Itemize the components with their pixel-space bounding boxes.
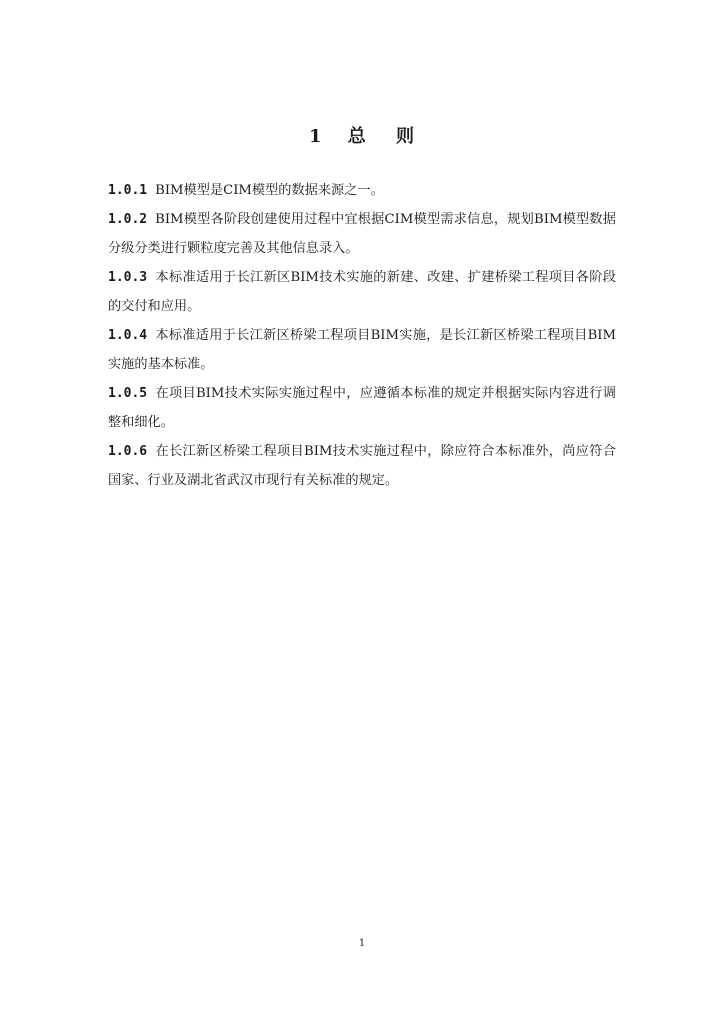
clause-number: 1.0.1 xyxy=(108,183,148,198)
clause-1-0-6 xyxy=(108,437,616,495)
chapter-title-char-2: 则 xyxy=(396,126,416,147)
clause-list xyxy=(108,176,616,495)
page-number: 1 xyxy=(358,938,366,949)
clause-number: 1.0.2 xyxy=(108,212,148,227)
chapter-title xyxy=(0,122,724,148)
clause-text: 本标准适用于长江新区桥梁工程项目BIM实施，是长江新区桥梁工程项目BIM实施的基本标准。 xyxy=(108,328,616,372)
chapter-number: 1 xyxy=(308,126,323,147)
clause-1-0-2 xyxy=(108,205,616,263)
clause-1-0-1 xyxy=(108,176,616,205)
clause-text: BIM模型是CIM模型的数据来源之一。 xyxy=(155,183,384,198)
clause-number: 1.0.4 xyxy=(108,328,148,343)
clause-text: 本标准适用于长江新区BIM技术实施的新建、改建、扩建桥梁工程项目各阶段的交付和应用。 xyxy=(108,270,616,314)
clause-text: 在项目BIM技术实际实施过程中，应遵循本标准的规定并根据实际内容进行调整和细化。 xyxy=(108,386,616,430)
clause-1-0-5 xyxy=(108,379,616,437)
clause-number: 1.0.5 xyxy=(108,386,148,401)
clause-number: 1.0.6 xyxy=(108,444,148,459)
clause-number: 1.0.3 xyxy=(108,270,148,285)
chapter-title-char-1: 总 xyxy=(347,126,367,147)
clause-1-0-4 xyxy=(108,321,616,379)
clause-text: BIM模型各阶段创建使用过程中宜根据CIM模型需求信息，规划BIM模型数据分级分类进行颗粒度完善及其他信息录入。 xyxy=(108,212,616,256)
clause-1-0-3 xyxy=(108,263,616,321)
clause-text: 在长江新区桥梁工程项目BIM技术实施过程中，除应符合本标准外，尚应符合国家、行业及湖北省武汉市现行有关标准的规定。 xyxy=(108,444,616,488)
